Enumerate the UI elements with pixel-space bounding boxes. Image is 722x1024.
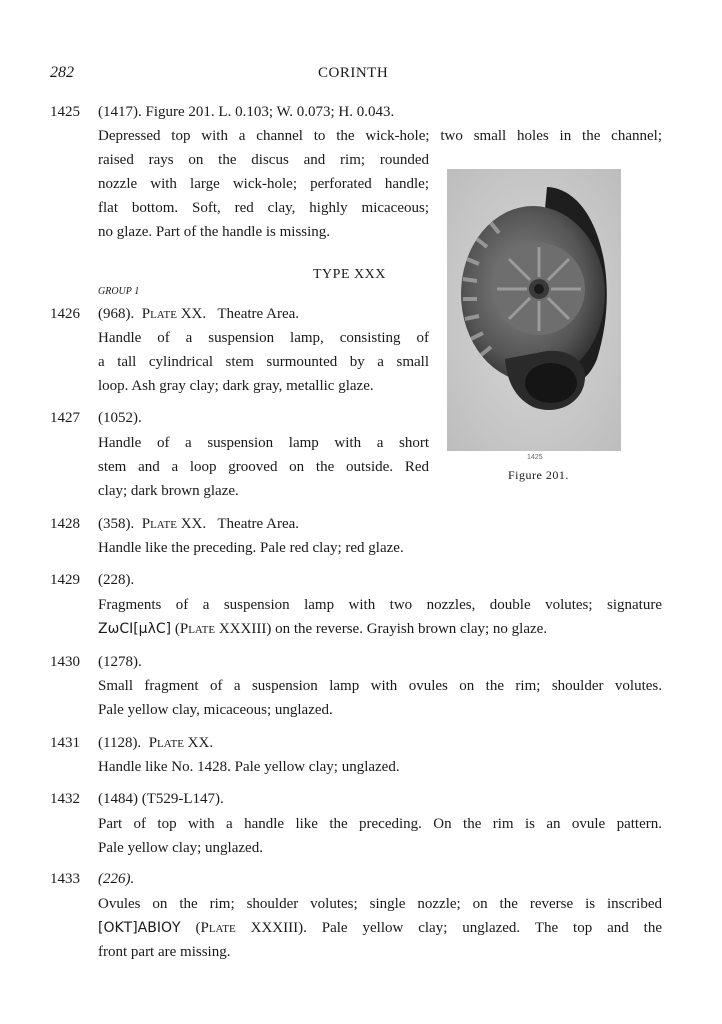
entry-head: (1417). Figure 201. L. 0.103; W. 0.073; H. 0.043. [98, 104, 395, 120]
entry-text: front part are missing. [98, 944, 231, 960]
entry-head: (1484) (T529-L147). [98, 791, 224, 807]
entry-text: loop. Ash gray clay; dark gray, metallic glaze. [98, 378, 374, 394]
type-heading: TYPE XXX [313, 267, 386, 282]
entry-text: clay; dark brown glaze. [98, 483, 239, 499]
entry-text: Handle like the preceding. Pale red clay; red glaze. [98, 540, 404, 556]
entry-text-rest: on the reverse. Grayish brown clay; no glaze. [275, 621, 548, 637]
catalog-number: (1128). [98, 735, 142, 751]
entry-number: 1426 [50, 306, 80, 322]
entry-number: 1430 [50, 654, 80, 670]
entry-number: 1431 [50, 735, 80, 751]
running-title: CORINTH [318, 65, 389, 81]
inscription: [ΟΚΤ]ΑΒΙΟΥ [98, 920, 181, 936]
entry-text: stem and a loop grooved on the outside. Red [98, 459, 429, 475]
entry-text-rest: Pale yellow clay; unglazed. The top and the [321, 920, 663, 936]
entry-number: 1427 [50, 410, 80, 426]
entry-number: 1429 [50, 572, 80, 588]
entry-text: Ovules on the rim; shoulder volutes; single nozzle; on the reverse is inscribed [98, 896, 662, 912]
group-label: GROUP 1 [98, 286, 140, 297]
lamp-photograph [447, 169, 621, 451]
entry-number: 1428 [50, 516, 80, 532]
entry-head: (228). [98, 572, 135, 588]
entry-head [98, 305, 299, 323]
entry-text: nozzle with large wick-hole; perforated handle; [98, 176, 429, 192]
entry-text: a tall cylindrical stem surmounted by a small [98, 354, 429, 370]
entry-number: 1432 [50, 791, 80, 807]
entry-text: Handle like No. 1428. Pale yellow clay; unglazed. [98, 759, 400, 775]
catalog-number: (358). [98, 516, 135, 532]
plate-ref: Plate XX. [148, 735, 214, 751]
entry-text: Handle of a suspension lamp, consisting of [98, 330, 429, 346]
plate-ref: (Plate XXXIII). [195, 920, 307, 936]
entry-text: flat bottom. Soft, red clay, highly micaceous; [98, 200, 429, 216]
entry-text: Fragments of a suspension lamp with two nozzles, double volutes; signature [98, 597, 662, 613]
entry-text: Pale yellow clay; unglazed. [98, 840, 263, 856]
plate-ref: Plate XX. [141, 516, 207, 532]
lamp-photo-graphic [447, 169, 621, 451]
entry-head: (226). [98, 871, 135, 887]
entry-text: Depressed top with a channel to the wick-hole; two small holes in the channel; [98, 128, 662, 144]
entry-text: Handle of a suspension lamp with a short [98, 435, 429, 451]
findspot: Theatre Area. [217, 516, 300, 532]
entry-head [98, 515, 299, 533]
entry-text: no glaze. Part of the handle is missing. [98, 224, 331, 240]
plate-ref: Plate XX. [141, 306, 207, 322]
entry-head [98, 734, 213, 752]
entry-text [98, 919, 662, 937]
entry-text: Part of top with a handle like the preceding. On the rim is an ovule pattern. [98, 816, 662, 832]
entry-text [98, 620, 547, 638]
entry-text: Small fragment of a suspension lamp with ovules on the rim; shoulder volutes. [98, 678, 662, 694]
entry-head: (1278). [98, 654, 142, 670]
entry-text: Pale yellow clay, micaceous; unglazed. [98, 702, 333, 718]
catalog-number: (968). [98, 306, 135, 322]
plate-ref: (Plate XXXIII) [174, 621, 272, 637]
figure-tag: 1425 [527, 454, 543, 461]
entry-number: 1425 [50, 104, 80, 120]
findspot: Theatre Area. [217, 306, 300, 322]
entry-head: (1052). [98, 410, 142, 426]
inscription: ΖωCΙ[μλC] [98, 621, 172, 637]
page-number: 282 [50, 64, 74, 81]
figure-caption: Figure 201. [508, 468, 569, 482]
entry-number: 1433 [50, 871, 80, 887]
entry-text: raised rays on the discus and rim; rounded [98, 152, 429, 168]
